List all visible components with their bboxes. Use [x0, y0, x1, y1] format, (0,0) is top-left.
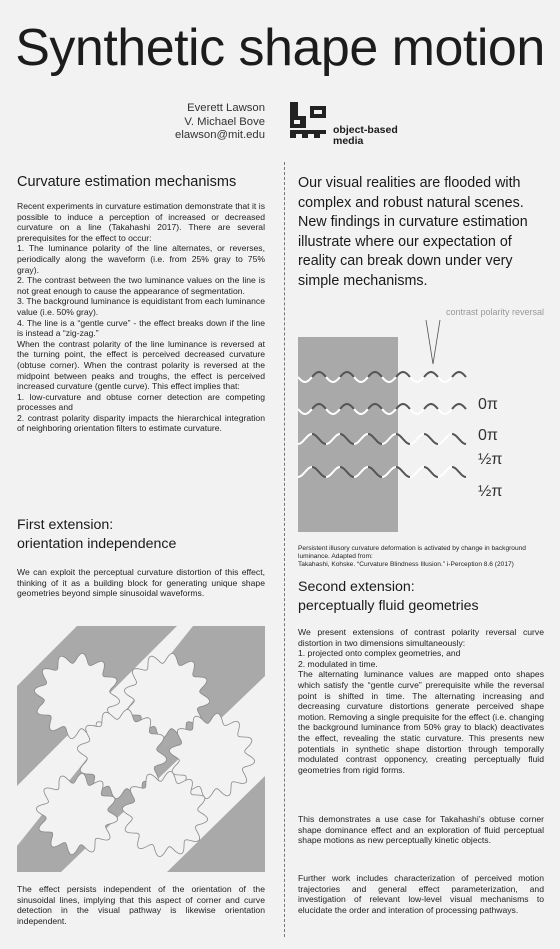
phase-label: 0π — [478, 427, 498, 444]
wavy-line-segment — [396, 372, 410, 377]
wavy-line-segment — [452, 467, 466, 477]
wavy-line-segment — [438, 409, 452, 414]
wavy-line-segment — [438, 467, 452, 477]
author-name: Everett Lawson — [187, 102, 265, 114]
object-based-media-logo-icon — [290, 102, 328, 147]
logo-wordmark: object-based media — [333, 124, 398, 147]
section-heading-orientation: First extension: orientation independence — [17, 517, 177, 552]
wavy-line-segment — [438, 434, 452, 444]
curvature-body: Recent experiments in curvature estimation demonstrate that it is possible to induce a perception of increased or decreased curvature on a line (Takahashi 2017). There are several prerequisites for the effect to occur: 1. The luminance polarity of the line alternates, or reverses, periodically along the waveform (i.e. from 25% gray to 75% gray). 2. The contrast between the two luminance values on the line is not great enough to cause the appearance of segmentation. 3. The background luminance is equidistant from each luminance value (i.e. 50% gray). 4. The line is a “gentle curve” - the effect breaks down if the line is instead a “zig-zag.” When the contrast polarity of the line luminance is reversed at the turning point, the effect is perceived decreased curvature (obtuse corner). When the contrast polarity is reversed at the midpoint between peaks and troughs, the effect is perceived increased curvature (gentle curve). This effect implies that: 1. low-curvature and obtuse corner detection are competing processes and 2. contrast polarity disparity impacts the hierarchical integration of neighboring orientation filters to estimate curvature. — [17, 201, 265, 434]
column-divider — [284, 162, 285, 937]
phase-label: ½π — [478, 451, 503, 468]
section-heading-fluid: Second extension: perceptually fluid geometries — [298, 579, 479, 614]
wavy-line-segment — [424, 372, 438, 377]
wavy-line-segment — [410, 377, 424, 382]
wavy-line-segment — [438, 377, 452, 382]
section-heading-curvature: Curvature estimation mechanisms — [17, 174, 237, 190]
orientation-closing: The effect persists independent of the orientation of the sinusoidal lines, implying that this aspect of corner and curve detection in the visual pathway is likewise orientation independent. — [17, 884, 265, 926]
wavy-line-segment — [396, 404, 410, 409]
curvature-blindness-figure — [298, 302, 546, 541]
author-block — [175, 102, 265, 143]
polarity-annotation: contrast polarity reversal — [445, 307, 544, 317]
wavy-gear-shapes-figure — [17, 626, 265, 877]
phase-label: 0π — [478, 396, 498, 413]
wavy-line-segment — [396, 467, 410, 477]
further-work: Further work includes characterization of perceived motion trajectories and general effect parameterization, and investigation of relevant low-level visual mechanisms to elucidate the order and interation of processing pathways. — [298, 873, 544, 915]
wavy-line-segment — [424, 434, 438, 444]
wavy-line-segment — [410, 467, 424, 477]
lead-statement: Our visual realities are flooded with complex and robust natural scenes. New findings in curvature estimation illustrate where our expectation of reality can break down under very simple mechanisms. — [298, 175, 528, 289]
wavy-line-segment — [452, 404, 466, 409]
wavy-line-segment — [452, 434, 466, 444]
wavy-line-segment — [424, 404, 438, 409]
fluid-usecase: This demonstrates a use case for Takahashi’s obtuse corner shape dominance effect and an exploration of fluid perceptual shape motions as new perceptually kinetic objects. — [298, 814, 544, 846]
author-name: V. Michael Bove — [184, 115, 265, 128]
wavy-line-segment — [424, 467, 438, 477]
fluid-body: We present extensions of contrast polarity reversal curve distortion in two dimensions simultaneously: 1. projected onto complex geometries, and 2. modulated in time. The alternating luminance values are mapped onto shapes which satisfy the “gentle curve” prerequisite while the reversal point is shifted in time. The alternating increasing and decreasing curvature distortions generate perceived shape motion. Removing a single prequisite for the effect (i.e. changing the background luminance from 50% gray to black) deactivates the effect, revealing the static curvature. This presents new potentials in synthetic shape distortion through temporally modulated contrast opponency, creating perceptually fluid geometries from rigid forms. — [298, 627, 544, 775]
phase-label: ½π — [478, 483, 503, 500]
poster-title: Synthetic shape motion — [15, 19, 545, 77]
orientation-intro: We can exploit the perceptual curvature distortion of this effect, thinking of it as a building block for generating unique shape geometries beyond simple sinusoidal waveforms. — [17, 567, 265, 599]
wavy-line-segment — [396, 434, 410, 444]
wavy-line-segment — [452, 372, 466, 377]
author-email: elawson@mit.edu — [175, 129, 265, 141]
figure-caption: Persistent illusory curvature deformation is activated by change in background luminance. Adapted from: Takahashi, Kohske. “Curvature Blindness Illusion.” i-Perception 8.6 (2017) — [298, 545, 526, 568]
wavy-line-segment — [410, 409, 424, 414]
wavy-line-segment — [410, 434, 424, 444]
